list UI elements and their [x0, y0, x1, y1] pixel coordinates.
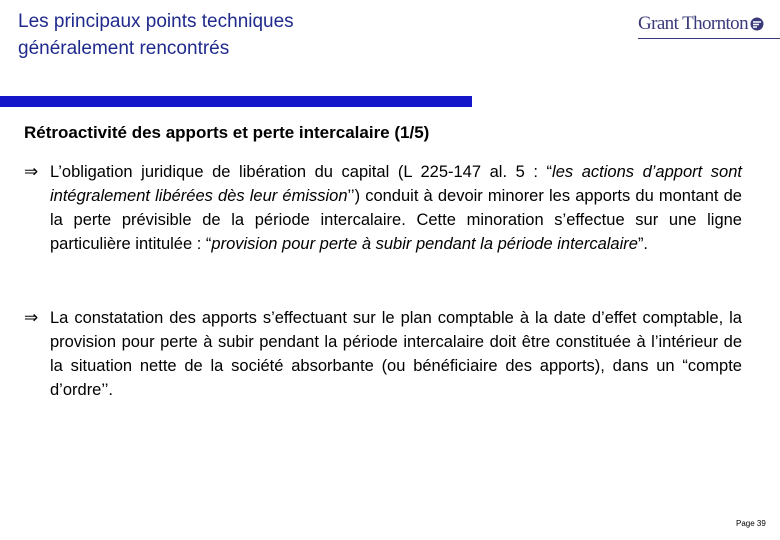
bullet-1-text-part: L’obligation juridique de libération du capital (L 225-147 al. 5 : “: [50, 163, 553, 181]
bullet-2: [24, 306, 742, 402]
arrow-bullet-icon: ⇒: [24, 308, 39, 327]
logo-underline: [638, 38, 780, 39]
arrow-bullet-icon: ⇒: [24, 162, 39, 181]
bullet-1-term-italic: provision pour perte à subir pendant la période intercalaire: [211, 235, 638, 253]
bullet-1-quote-italic: les actions d’apport sont intégralement libérées dès leur émission: [50, 163, 742, 205]
bullet-2-text: La constatation des apports s’effectuant sur le plan comptable à la date d’effet comptable, la provision pour perte à subir pendant la période intercalaire doit être constituée à l’intérieur de la situation nette de la société absorbante (ou bénéficiaire des apports), dans un “compte d’ordre’’.: [50, 309, 742, 399]
bullet-1-text: [50, 160, 742, 256]
bullet-1-text-part: ”.: [637, 235, 649, 253]
section-heading: Rétroactivité des apports et perte intercalaire (1/5): [24, 123, 430, 142]
slide-title-line-2: généralement rencontrés: [18, 38, 230, 59]
bullet-1: [24, 160, 742, 256]
slide-title: [18, 8, 294, 62]
grant-thornton-logo: [638, 13, 764, 35]
grant-thornton-logo-mark-icon: [750, 17, 764, 31]
logo-text: Grant Thornton: [638, 13, 748, 34]
page-number: Page 39: [736, 519, 766, 528]
bullet-1-text-part: ’’) conduit à devoir minorer les apports du montant de la perte prévisible de la période intercalaire. Cette minoration s’effectue sur une ligne particulière intitulée : “: [50, 187, 742, 253]
accent-bar: [0, 96, 472, 107]
slide-title-line-1: Les principaux points techniques: [18, 11, 294, 32]
